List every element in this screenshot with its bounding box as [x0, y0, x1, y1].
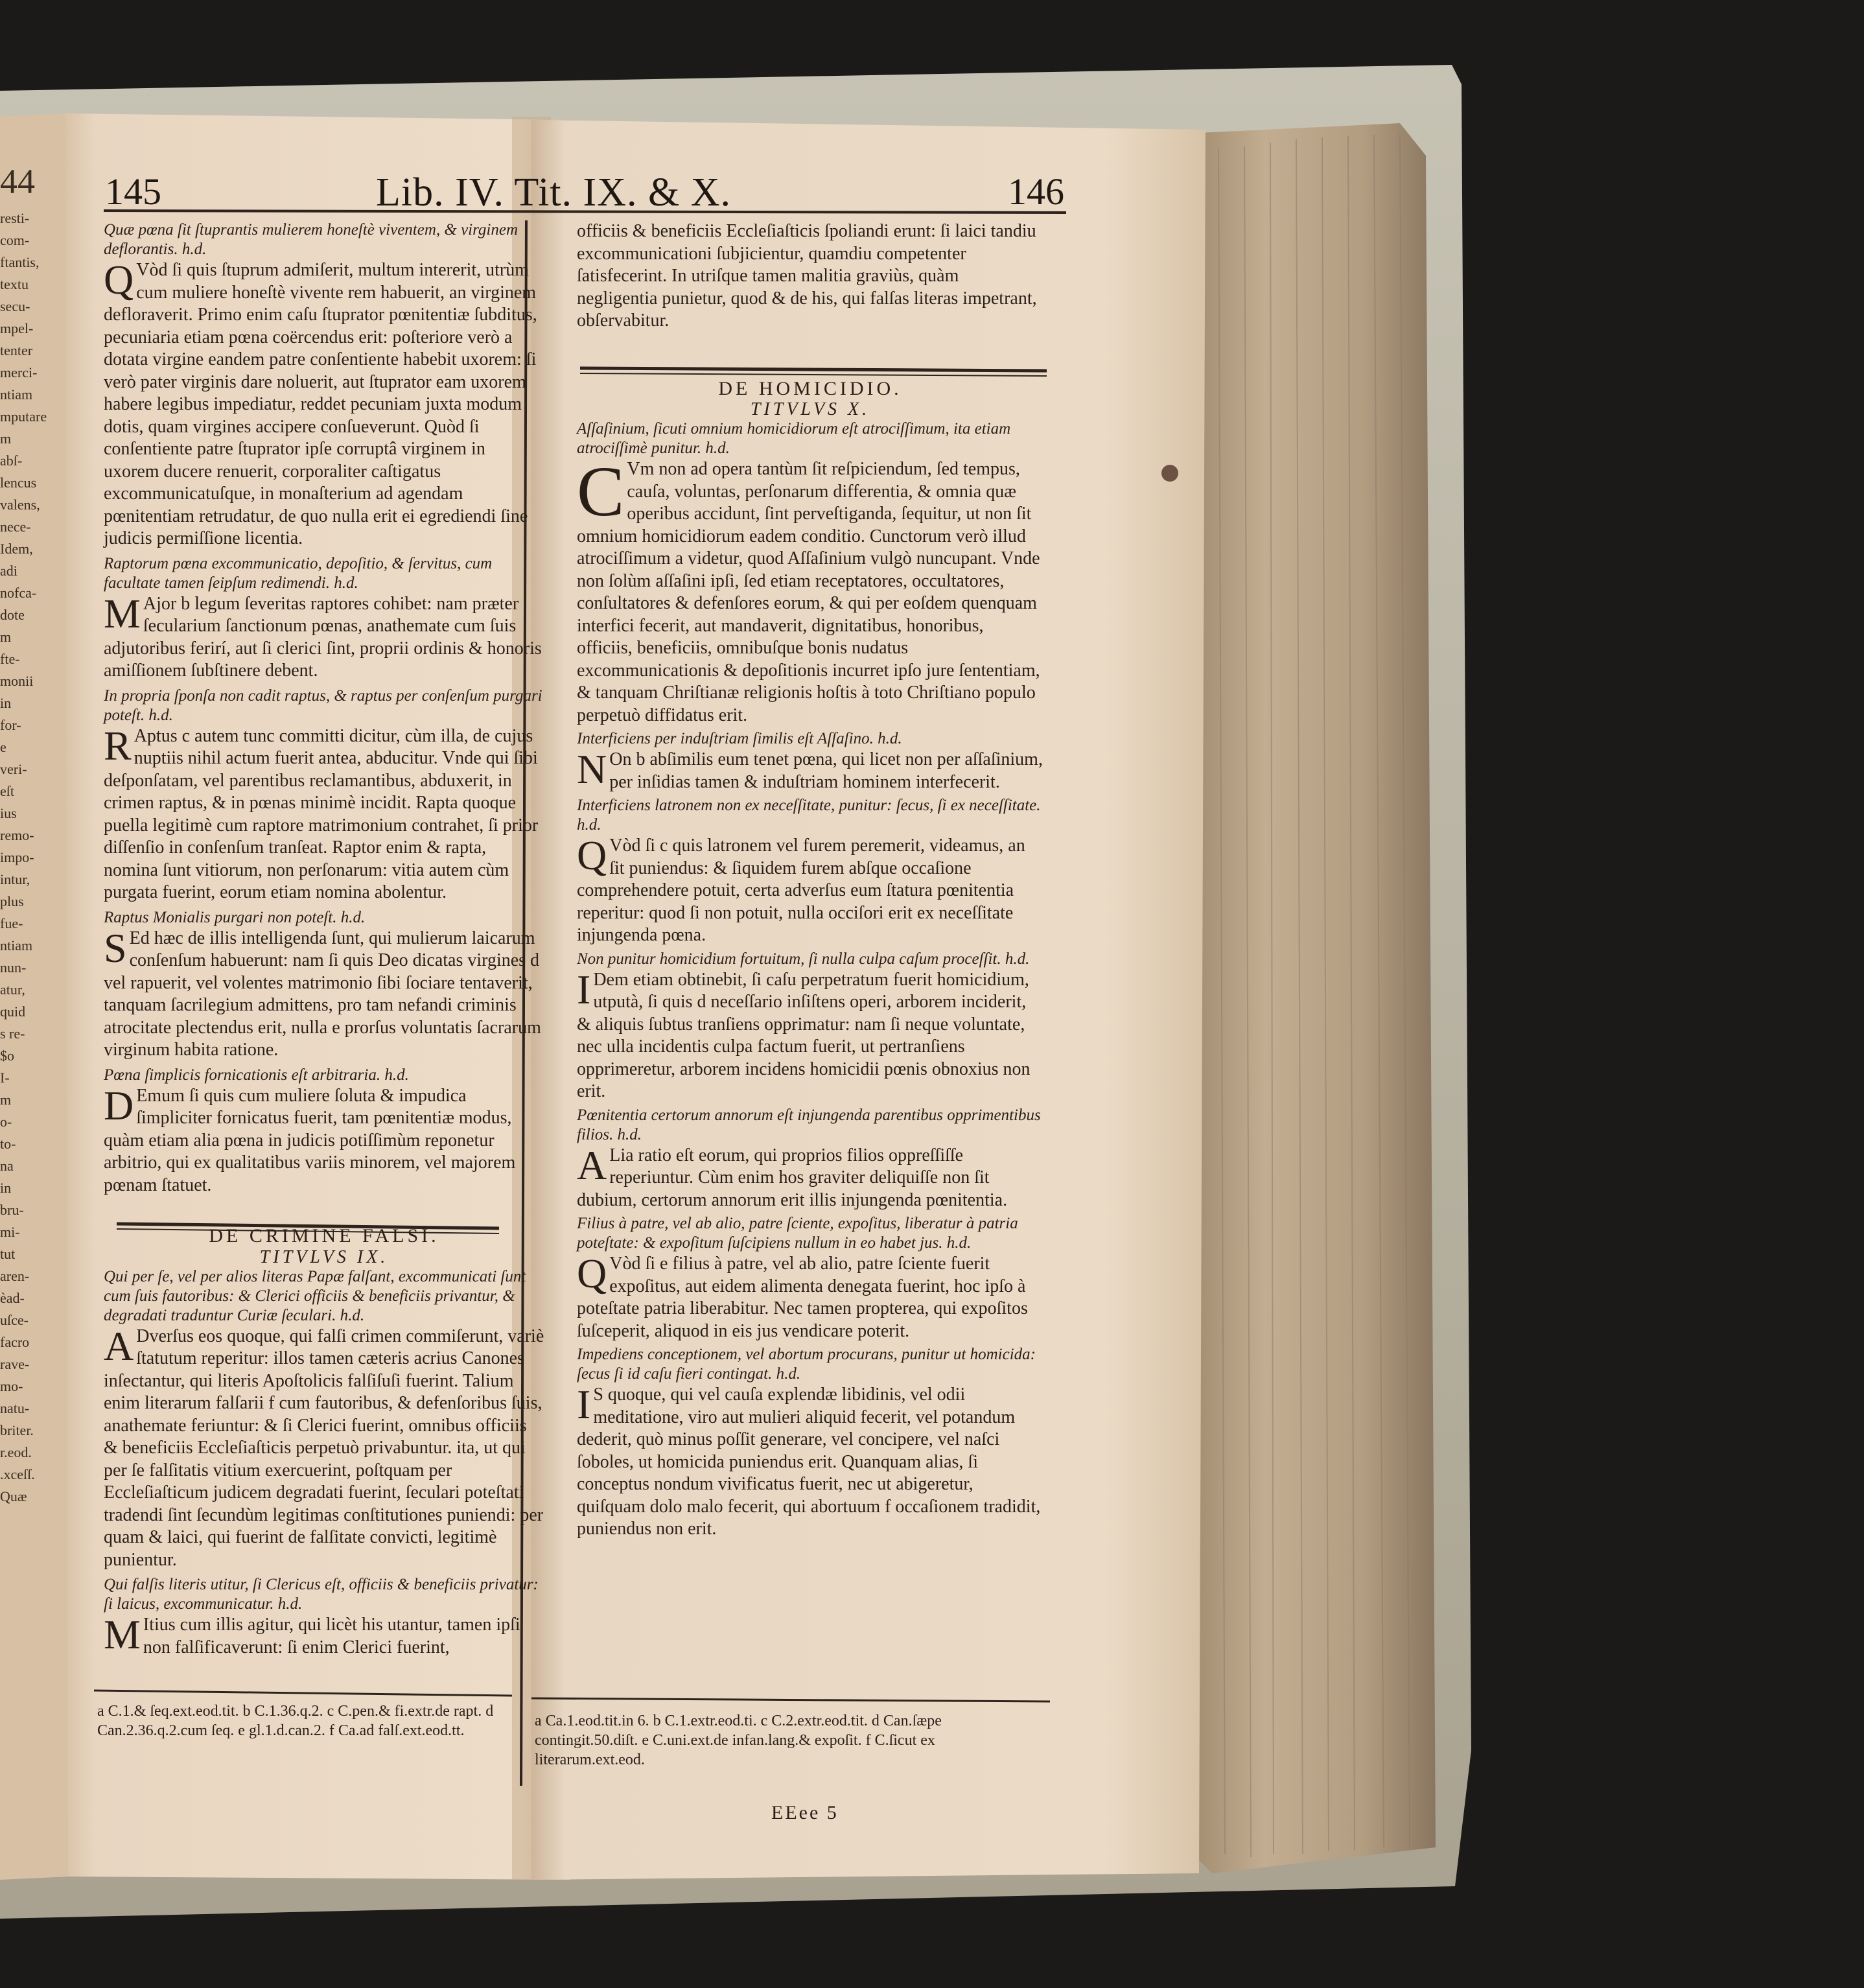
drop-cap: Q	[104, 257, 134, 303]
margin-fragment: briter.	[0, 1422, 34, 1438]
margin-fragment: monii	[0, 673, 34, 689]
right-column	[577, 220, 1043, 1541]
margin-fragment: $o	[0, 1047, 14, 1064]
titulus-heading: TITVLVS X.	[750, 399, 870, 419]
titulus-heading: TITVLVS IX.	[259, 1246, 389, 1267]
paragraph: D Emum ſi quis cum muliere ſoluta & impudica ſimpliciter fornicatus fuerit, tam pœnitentiæ modus, quàm etiam alia pœna in judicis potiſſimùm reponetur arbitrio, qui ex qualitatibus variis minorem, vel majorem pœnam ſtatuet.	[104, 1082, 516, 1195]
rubric: Raptorum pœna excommunicatio, depoſitio, & ſervitus, cum facultate tamen ſeipſum redimendi. h.d.	[104, 554, 493, 592]
rubric: Qui per ſe, vel per alios literas Papæ falſant, excommunicati ſunt cum ſuis fautoribus: & Clerici officiis & beneficiis privantur, & degradati traduntur Curiæ ſeculari. h.d.	[104, 1267, 526, 1324]
rubric: Interficiens per induſtriam ſimilis eſt Aſſaſino. h.d.	[577, 730, 902, 747]
margin-fragment: fue-	[0, 915, 23, 931]
margin-fragment: mo-	[0, 1378, 23, 1394]
paragraph: I S quoque, qui vel cauſa explendæ libidinis, vel odii meditatione, viro aut mulieri aliquid fecerit, vel potandum dederit, quò minus poſſit generare, vel concipere, vel naſci ſoboles, ut homicida puniendus erit. Quanquam alias, ſi conceptus nondum vivificatus fuerit, nec ut abigeretur, quiſquam dolo malo fecerit, qui abortuum f occaſionem tradidit, puniendus non erit.	[577, 1381, 1041, 1539]
left-page-number: 145	[105, 170, 161, 213]
margin-fragment: ftantis,	[0, 254, 40, 270]
margin-fragment: com-	[0, 232, 30, 248]
margin-fragment: nun-	[0, 959, 27, 976]
margin-fragment: atur,	[0, 981, 25, 998]
margin-fragment: quid	[0, 1003, 26, 1020]
margin-fragment: in	[0, 1180, 12, 1196]
margin-fragment: bru-	[0, 1202, 24, 1218]
margin-fragment: mputare	[0, 408, 47, 425]
margin-fragment: nofca-	[0, 585, 37, 601]
paragraph: S Ed hæc de illis intelligenda ſunt, qui mulierum laicarum conſenſum habuerunt: nam ſi quis Deo dicatas virgines d vel rapuerit, vel volentes matrimonio ſibi ſociare tentaverit, tanquam ſacrilegium admittens, pro tam nefandi criminis atrocitate plectendus erit, nulla e prorſus voluntatis ſacrarum virginum habita ratione.	[104, 924, 541, 1060]
margin-fragment: adi	[0, 563, 17, 579]
drop-cap: D	[104, 1082, 134, 1128]
rubric: Non punitur homicidium fortuitum, ſi nulla culpa caſum proceſſit. h.d.	[577, 950, 1030, 968]
drop-cap: M	[104, 590, 141, 637]
right-page-number: 146	[1008, 170, 1064, 213]
margin-fragment: rave-	[0, 1356, 30, 1372]
margin-fragment: Idem,	[0, 541, 33, 557]
drop-cap: I	[577, 1381, 591, 1427]
paragraph: Q Vòd ſi c quis latronem vel furem peremerit, videamus, an ſit puniendus: & ſiquidem furem abſque occaſione comprehendere potuit, certa adverſus eum ſtatura pœnitentia reperitur: quod ſi non potuit, nulla occiſori erit ex neceſſitate injungenda pœna.	[577, 832, 1025, 945]
paragraph: A Dverſus eos quoque, qui falſi crimen commiſerunt, variè ſtatutum reperitur: illos tamen cæteris acrius Canones inſectantur, qui literis Apoſtolicis falſiſuſi fuerint. Talium enim literarum falſarii f cum fautoribus, & defenſoribus ſuis, anathemate feriuntur: & ſi Clerici fuerint, omnibus officiis & beneficiis Eccleſiaſticis perpetuò privabuntur. ita, ut qui per ſe falſitatis vitium exercuerint, poſtquam per Eccleſiaſticum judicem degradati fuerint, ſeculari poteſtati tradendi ſint ſecundùm legitimas conſtitutiones puniendi: per quam & laici, qui fuerint de falſitate convicti, legitimè punientur.	[104, 1322, 544, 1570]
section-heading: DE HOMICIDIO.	[718, 377, 902, 399]
right-footnotes: a Ca.1.eod.tit.in 6. b C.1.extr.eod.ti. c C.2.extr.eod.tit. d Can.ſæpe contingit.50.diſt. e C.uni.ext.de infan.lang.& expoſit. f C.ſicut ex literarum.ext.eod.	[535, 1713, 942, 1768]
drop-cap: I	[577, 966, 591, 1012]
margin-fragment: .xceſſ.	[0, 1466, 35, 1482]
margin-fragment: ntiam	[0, 386, 33, 403]
margin-fragment: uſce-	[0, 1312, 29, 1328]
margin-fragment: o-	[0, 1114, 12, 1130]
margin-fragment: èad-	[0, 1290, 25, 1306]
running-title: Lib. IV. Tit. IX. & X.	[376, 170, 731, 215]
margin-fragment: mi-	[0, 1224, 20, 1240]
margin-fragment: lencus	[0, 474, 37, 491]
drop-cap: A	[577, 1141, 607, 1188]
rubric: Raptus Monialis purgari non poteſt. h.d.	[104, 908, 366, 926]
margin-fragment: resti-	[0, 210, 30, 226]
paragraph: M Ajor b legum ſeveritas raptores cohibet: nam præter ſecularium ſanctionum pœnas, anathemate cum ſuis adjutoribus ferirí, aut ſi clerici ſint, proprii ordinis & honoris amiſſionem ſubſtinere debent.	[104, 590, 542, 681]
rubric: Pœna ſimplicis fornicationis eſt arbitraria. h.d.	[104, 1066, 409, 1084]
margin-fragment: ntiam	[0, 937, 33, 953]
paragraph: I Dem etiam obtinebit, ſi caſu perpetratum fuerit homicidium, utputà, ſi quis d neceſſario inſiſtens operi, arborem inciderit, & aliquis ſubtus tranſiens opprimatur: nam ſi neque voluntate, nec ulla incidentis culpa factum fuerit, ut pertranſiens opprimeretur, arborem incidens homicidii pœnis obnoxius non erit.	[577, 966, 1031, 1101]
drop-cap: C	[577, 452, 625, 531]
drop-cap: M	[104, 1611, 141, 1657]
margin-fragment: r.eod.	[0, 1444, 32, 1460]
margin-fragment: to-	[0, 1136, 16, 1152]
section-heading: DE CRIMINE FALSI.	[209, 1225, 439, 1246]
margin-fragment: nece-	[0, 519, 31, 535]
margin-fragment: m abſ-	[0, 430, 23, 469]
margin-fragment: tenter	[0, 342, 33, 358]
margin-fragment: secu-	[0, 298, 30, 314]
paragraph: N On b abſimilis eum tenet pœna, qui licet non per aſſaſinium, per inſidias tamen & induſtriam hominem interfecerit.	[577, 746, 1043, 792]
margin-fragment: plus	[0, 893, 24, 909]
margin-fragment: tut	[0, 1246, 16, 1262]
drop-cap: N	[577, 746, 607, 792]
margin-fragment: m fte-	[0, 629, 20, 667]
margin-fragment: e veri-	[0, 739, 27, 777]
drop-cap: S	[104, 924, 127, 971]
rubric: Aſſaſinium, ſicuti omnium homicidiorum eſt atrociſſimum, ita etiam atrociſſimè punitur. h.d.	[577, 420, 1011, 457]
margin-fragment: merci-	[0, 364, 38, 380]
drop-cap: Q	[577, 1250, 607, 1296]
margin-fragment: aren-	[0, 1268, 30, 1284]
paragraph: Q Vòd ſi quis ſtuprum admiſerit, multum intererit, utrùm cum muliere honeſtè vivente rem habuerit, an virginem defloraverit. Primo enim caſu ſtuprator pœnitentiæ ſubditus, pecuniaria etiam pœna coërcendus erit: poſteriore verò a dotata virgine eandem patre conſentiente habebit uxorem: ſi verò pater virginis dare noluerit, aut ſtuprator eam uxorem habere legibus impediatur, reddet pecuniam juxta modum dotis, quam virgines accipere conſueverunt. Quòd ſi conſentiente patre ſtuprator ipſe corruptâ virginem in uxorem ducere renuerit, corporaliter caſtigatus excommunicatuſque, in monaſterium ad agendam pœnitentiam retrudatur, de quo nulla erit ei egrediendi ſine judicis permiſſione licentia.	[104, 257, 537, 548]
rubric: Interficiens latronem non ex neceſſitate, punitur: ſecus, ſi ex neceſſitate. h.d.	[577, 797, 1041, 834]
paragraph: A Lia ratio eſt eorum, qui proprios filios oppreſſiſſe reperiuntur. Cùm enim hos graviter deliquiſſe non ſit dubium, certorum annorum erit illis injungenda pœnitentia.	[577, 1141, 1008, 1210]
margin-fragment: facro	[0, 1334, 30, 1350]
margin-fragment: impo-	[0, 849, 34, 865]
previous-page-fragment	[0, 162, 47, 1508]
paragraph: Q Vòd ſi e filius à patre, vel ab alio, patre ſciente fuerit expoſitus, aut eidem alimenta denegata fuerint, hoc ipſo à poteſtate patria liberabitur. Nec tamen propterea, qui expoſitos ſuſceperit, aliquod in eis jus vendicare poterit.	[577, 1250, 1028, 1341]
drop-cap: A	[104, 1322, 134, 1369]
rubric: In propria ſponſa non cadit raptus, & raptus per conſenſum purgari poteſt. h.d.	[104, 686, 542, 724]
signature-mark: EEee 5	[771, 1802, 839, 1823]
left-footnotes: a C.1.& ſeq.ext.eod.tit. b C.1.36.q.2. c C.pen.& fi.extr.de rapt. d Can.2.36.q.2.cum ſeq. e gl.1.d.can.2. f Ca.ad falſ.ext.eod.tt.	[97, 1703, 494, 1739]
paragraph: R Aptus c autem tunc committi dicitur, cùm illa, de cujus nuptiis nihil actum fuerit antea, abducitur. Vnde qui ſibi deſponſatam, vel parentibus reclamantibus, abduxerit, in crimen raptus, & in pœnas minimè incidit. Rapta quoque puella legitimè cum raptore matrimonium contrahet, ſi prior diſſenſio in conſenſum tranſeat. Raptor enim & rapta, nomina ſunt vitiorum, non perſonarum: vitia autem cùm purgata fuerint, eorum etiam nomina abolentur.	[104, 722, 539, 902]
margin-fragment: mpel-	[0, 320, 34, 336]
paragraph: C Vm non ad opera tantùm ſit reſpiciendum, ſed tempus, cauſa, voluntas, perſonarum differentia, & omnia quæ operibus accidunt, ſint perveſtiganda, ſequitur, ut non ſit omnium homicidiorum eadem conditio. Cunctorum verò illud atrociſſimum a videtur, quod Aſſaſinium vulgò nuncupant. Vnde non ſolùm aſſaſini ipſi, ſed etiam receptatores, occultatores, conſultatores & defenſores eorum, & qui per eoſdem quenquam interfici fecerit, aut mandaverit, dignitatibus, honoribus, officiis, beneficiis, omnibuſque bonis nudatus excommunicationis & depoſitionis incurret ipſo jure ſententiam, & tanquam Chriſtianæ religionis hoſtis à toto Chriſtiano populo perpetuò diffidatus erit.	[577, 452, 1040, 725]
margin-fragment: dote	[0, 607, 25, 623]
prev-page-number: 44	[0, 162, 35, 201]
margin-fragment: in for-	[0, 695, 21, 733]
left-column	[104, 220, 544, 1659]
margin-word-fragments	[0, 207, 47, 1508]
paragraph: M Itius cum illis agitur, qui licèt his utantur, tamen ipſi non falſificaverunt: ſi enim Clerici fuerint,	[104, 1611, 520, 1657]
margin-fragment: Quæ	[0, 1488, 27, 1504]
paragraph: officiis & beneficiis Eccleſiaſticis ſpoliandi erunt: ſi laici tandiu excommunicationi ſubjicientur, quamdiu competenter ſatisfecerint. In utriſque tamen malitia graviùs, quàm negligentia punietur, quod & de his, qui falſas literas impetrant, obſervabitur.	[577, 221, 1037, 331]
drop-cap: R	[104, 722, 132, 769]
margin-fragment: valens,	[0, 497, 40, 513]
rubric: Filius à patre, vel ab alio, patre ſciente, expoſitus, liberatur à patria poteſtate: & expoſitum ſuſcipiens nullum in eo habet jus. h.d.	[577, 1215, 1018, 1252]
margin-fragment: natu-	[0, 1400, 30, 1416]
rubric: Impediens conceptionem, vel abortum procurans, punitur ut homicida: ſecus ſi id caſu fieri contingat. h.d.	[577, 1346, 1036, 1383]
rubric: Qui falſis literis utitur, ſi Clericus eſt, officiis & beneficiis privatur: ſi laicus, excommunicatur. h.d.	[104, 1576, 539, 1613]
margin-fragment: s re-	[0, 1025, 25, 1042]
rubric: Pœnitentia certorum annorum eſt injungenda parentibus opprimentibus filios. h.d.	[577, 1106, 1041, 1143]
margin-fragment: I-	[0, 1070, 10, 1086]
margin-fragment: eſt ius	[0, 783, 17, 821]
margin-fragment: na	[0, 1158, 14, 1174]
margin-fragment: remo-	[0, 827, 34, 843]
margin-fragment: intur,	[0, 871, 30, 887]
margin-fragment: textu	[0, 276, 29, 292]
rubric: Quæ pœna ſit ſtuprantis mulierem honeſtè viventem, & virginem deflorantis. h.d.	[104, 221, 518, 258]
drop-cap: Q	[577, 832, 607, 878]
margin-fragment: m	[0, 1092, 12, 1108]
